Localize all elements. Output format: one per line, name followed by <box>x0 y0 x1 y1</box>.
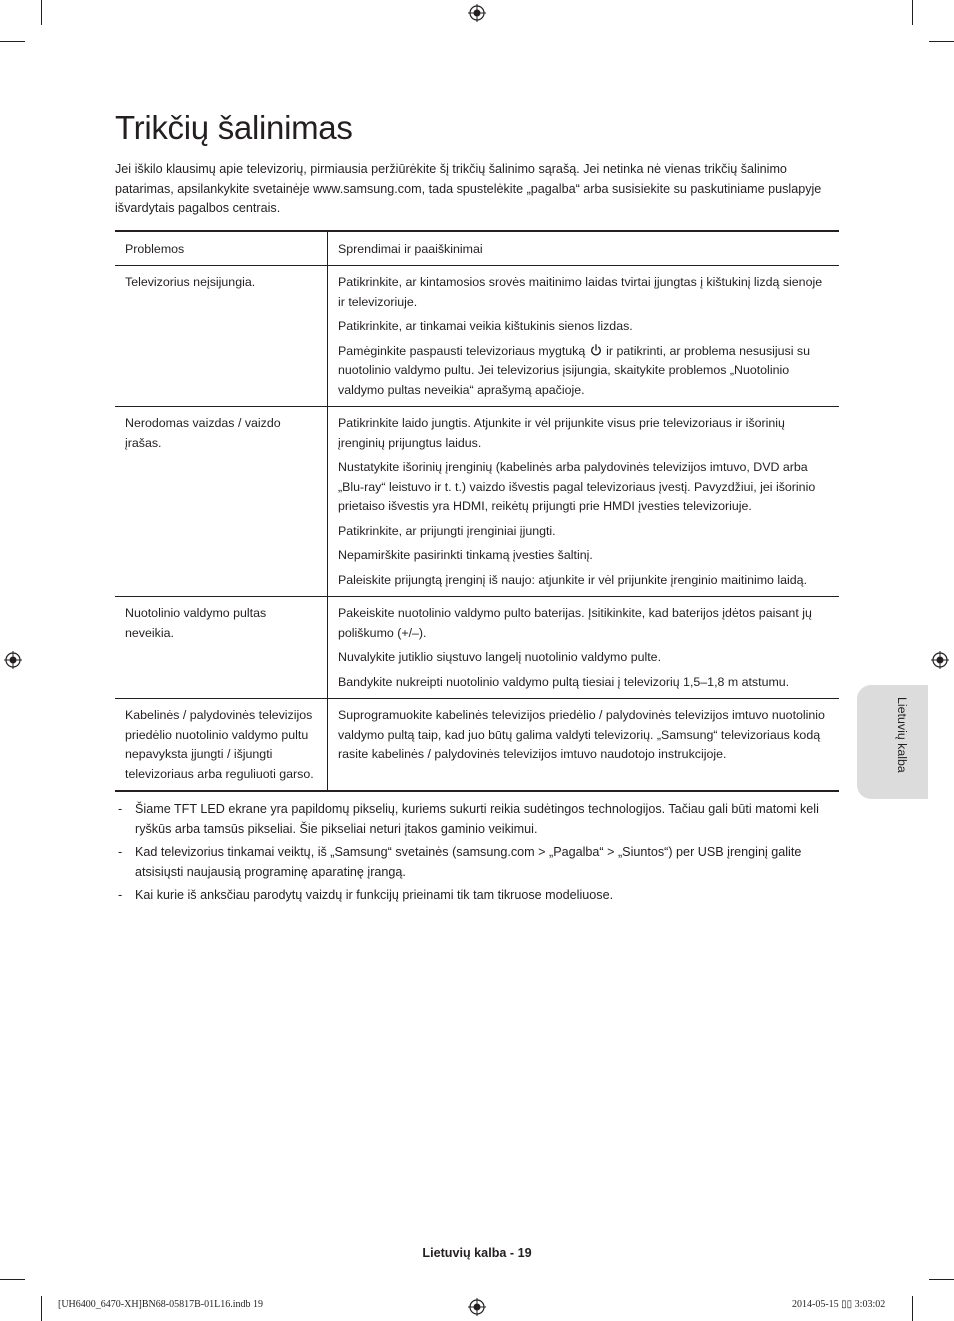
side-tab-label: Lietuvių kalba <box>895 697 909 773</box>
solution-item: Patikrinkite laido jungtis. Atjunkite ir vėl prijunkite visus prie televizoriaus ir išorinių įrenginių prijungtus laidus. <box>338 416 785 450</box>
solution-text: Pamėginkite paspausti televizoriaus mygtuką <box>338 343 586 358</box>
table-header-row <box>115 231 839 266</box>
page-number-label: Lietuvių kalba - 19 <box>422 1246 532 1260</box>
crop-mark <box>41 1296 42 1321</box>
solutions-cell <box>328 266 840 407</box>
note-bullet: - <box>118 845 123 859</box>
table-row <box>115 407 839 597</box>
table-row <box>115 266 839 407</box>
solution-text: ir patikrinti, ar problema nesusijusi su nuotolinio valdymo pultu. Jei televizorius įsijungia, skaitykite problemos „Nuotolinio valdymo pultas neveikia“ aprašymą apačioje. <box>338 343 811 397</box>
problem-cell: Kabelinės / palydovinės televizijos priedėlio nuotolinio valdymo pultu nepavyksta įjungti / išjungti televizoriaus arba reguliuoti garso. <box>115 699 328 792</box>
solution-item: Nuvalykite jutiklio siųstuvo langelį nuotolinio valdymo pulte. <box>338 650 662 664</box>
table-row <box>115 597 839 699</box>
solutions-cell <box>328 699 840 792</box>
registration-mark-icon <box>468 4 486 22</box>
solutions-cell <box>328 407 840 597</box>
power-icon <box>590 344 602 356</box>
column-header-solutions: Sprendimai ir paaiškinimai <box>328 231 840 266</box>
crop-mark <box>929 41 954 42</box>
problem-cell: Nerodomas vaizdas / vaizdo įrašas. <box>115 407 328 597</box>
solution-item <box>338 342 829 401</box>
note-text: Kai kurie iš anksčiau parodytų vaizdų ir funkcijų prieinami tik tam tikruose modeliuose. <box>135 888 614 902</box>
notes-list <box>115 800 845 910</box>
table-row <box>115 699 839 792</box>
intro-paragraph: Jei iškilo klausimų apie televizorių, pirmiausia peržiūrėkite šį trikčių šalinimo sąrašą. Jei netinka nė vienas trikčių šalinimo patarimas, apsilankykite svetainėje www.samsung.com, tada spustelėkite „pagalba“ arba susisiekite su paskutiniame puslapyje išvardytais pagalbos centrais. <box>115 162 822 215</box>
note-item <box>115 886 845 906</box>
note-item <box>115 800 845 839</box>
solution-item: Patikrinkite, ar kintamosios srovės maitinimo laidas tvirtai įjungtas į kištukinį lizdą sienoje ir televizoriuje. <box>338 275 823 309</box>
troubleshooting-table <box>115 230 839 792</box>
note-bullet: - <box>118 888 123 902</box>
crop-mark <box>0 41 25 42</box>
print-timestamp: 2014-05-15 ▯▯ 3:03:02 <box>792 1299 886 1310</box>
solution-item: Paleiskite prijungtą įrenginį iš naujo: atjunkite ir vėl prijunkite įrenginio maitinimo laidą. <box>338 572 808 587</box>
crop-mark <box>912 1296 913 1321</box>
solution-item: Pakeiskite nuotolinio valdymo pulto baterijas. Įsitikinkite, kad baterijos įdėtos paisant jų poliškumo (+/–). <box>338 606 812 640</box>
solution-item: Bandykite nukreipti nuotolinio valdymo pultą tiesiai į televizorių 1,5–1,8 m atstumu. <box>338 674 790 689</box>
solution-item: Suprogramuokite kabelinės televizijos priedėlio / palydovinės televizijos imtuvo nuotolinio valdymo pultą taip, kad juo būtų galima valdyti televizorių. „Samsung“ televizoriaus kodą rasite kabelinės / palydovinės televizijos imtuvo naudotojo instrukcijoje. <box>338 708 825 761</box>
registration-mark-icon <box>468 1298 486 1316</box>
crop-mark <box>0 1279 25 1280</box>
column-header-problems: Problemos <box>115 231 328 266</box>
problem-cell: Televizorius neįsijungia. <box>115 266 328 407</box>
crop-mark <box>929 1279 954 1280</box>
note-text: Šiame TFT LED ekrane yra papildomų pikselių, kuriems sukurti reikia sudėtingos technologijos. Tačiau gali būti matomi keli ryškūs arba tamsūs pikseliai. Šie pikseliai neturi įtakos gaminio veikimui. <box>135 802 819 836</box>
solution-item: Nustatykite išorinių įrenginių (kabelinės arba palydovinės televizijos imtuvo, DVD arba „Blu-ray“ leistuvo ir t. t.) vaizdo išvestis pagal televizoriaus įvestį. Pavyzdžiui, jei išorinio prietaiso išvestis yra HDMI, reikėtų prijungti prie HMDI įvesties televizoriuje. <box>338 460 816 513</box>
registration-mark-icon <box>931 651 949 669</box>
page-title: Trikčių šalinimas <box>115 109 353 146</box>
note-item <box>115 843 845 882</box>
solution-item: Patikrinkite, ar prijungti įrenginiai įjungti. <box>338 523 556 538</box>
note-text: Kad televizorius tinkamai veiktų, iš „Samsung“ svetainės (samsung.com > „Pagalba“ > „Siuntos“) per USB įrenginį galite atsisiųsti naujausią programinę aparatinę įrangą. <box>135 845 802 879</box>
crop-mark <box>912 0 913 25</box>
problem-cell: Nuotolinio valdymo pultas neveikia. <box>115 597 328 699</box>
registration-mark-icon <box>4 651 22 669</box>
note-bullet: - <box>118 802 123 816</box>
crop-mark <box>41 0 42 25</box>
solution-item: Nepamirškite pasirinkti tinkamą įvesties šaltinį. <box>338 548 593 562</box>
solution-item: Patikrinkite, ar tinkamai veikia kištukinis sienos lizdas. <box>338 319 633 333</box>
language-side-tab <box>857 685 928 799</box>
file-slug: [UH6400_6470-XH]BN68-05817B-01L16.indb 19 <box>58 1299 263 1310</box>
solutions-cell <box>328 597 840 699</box>
